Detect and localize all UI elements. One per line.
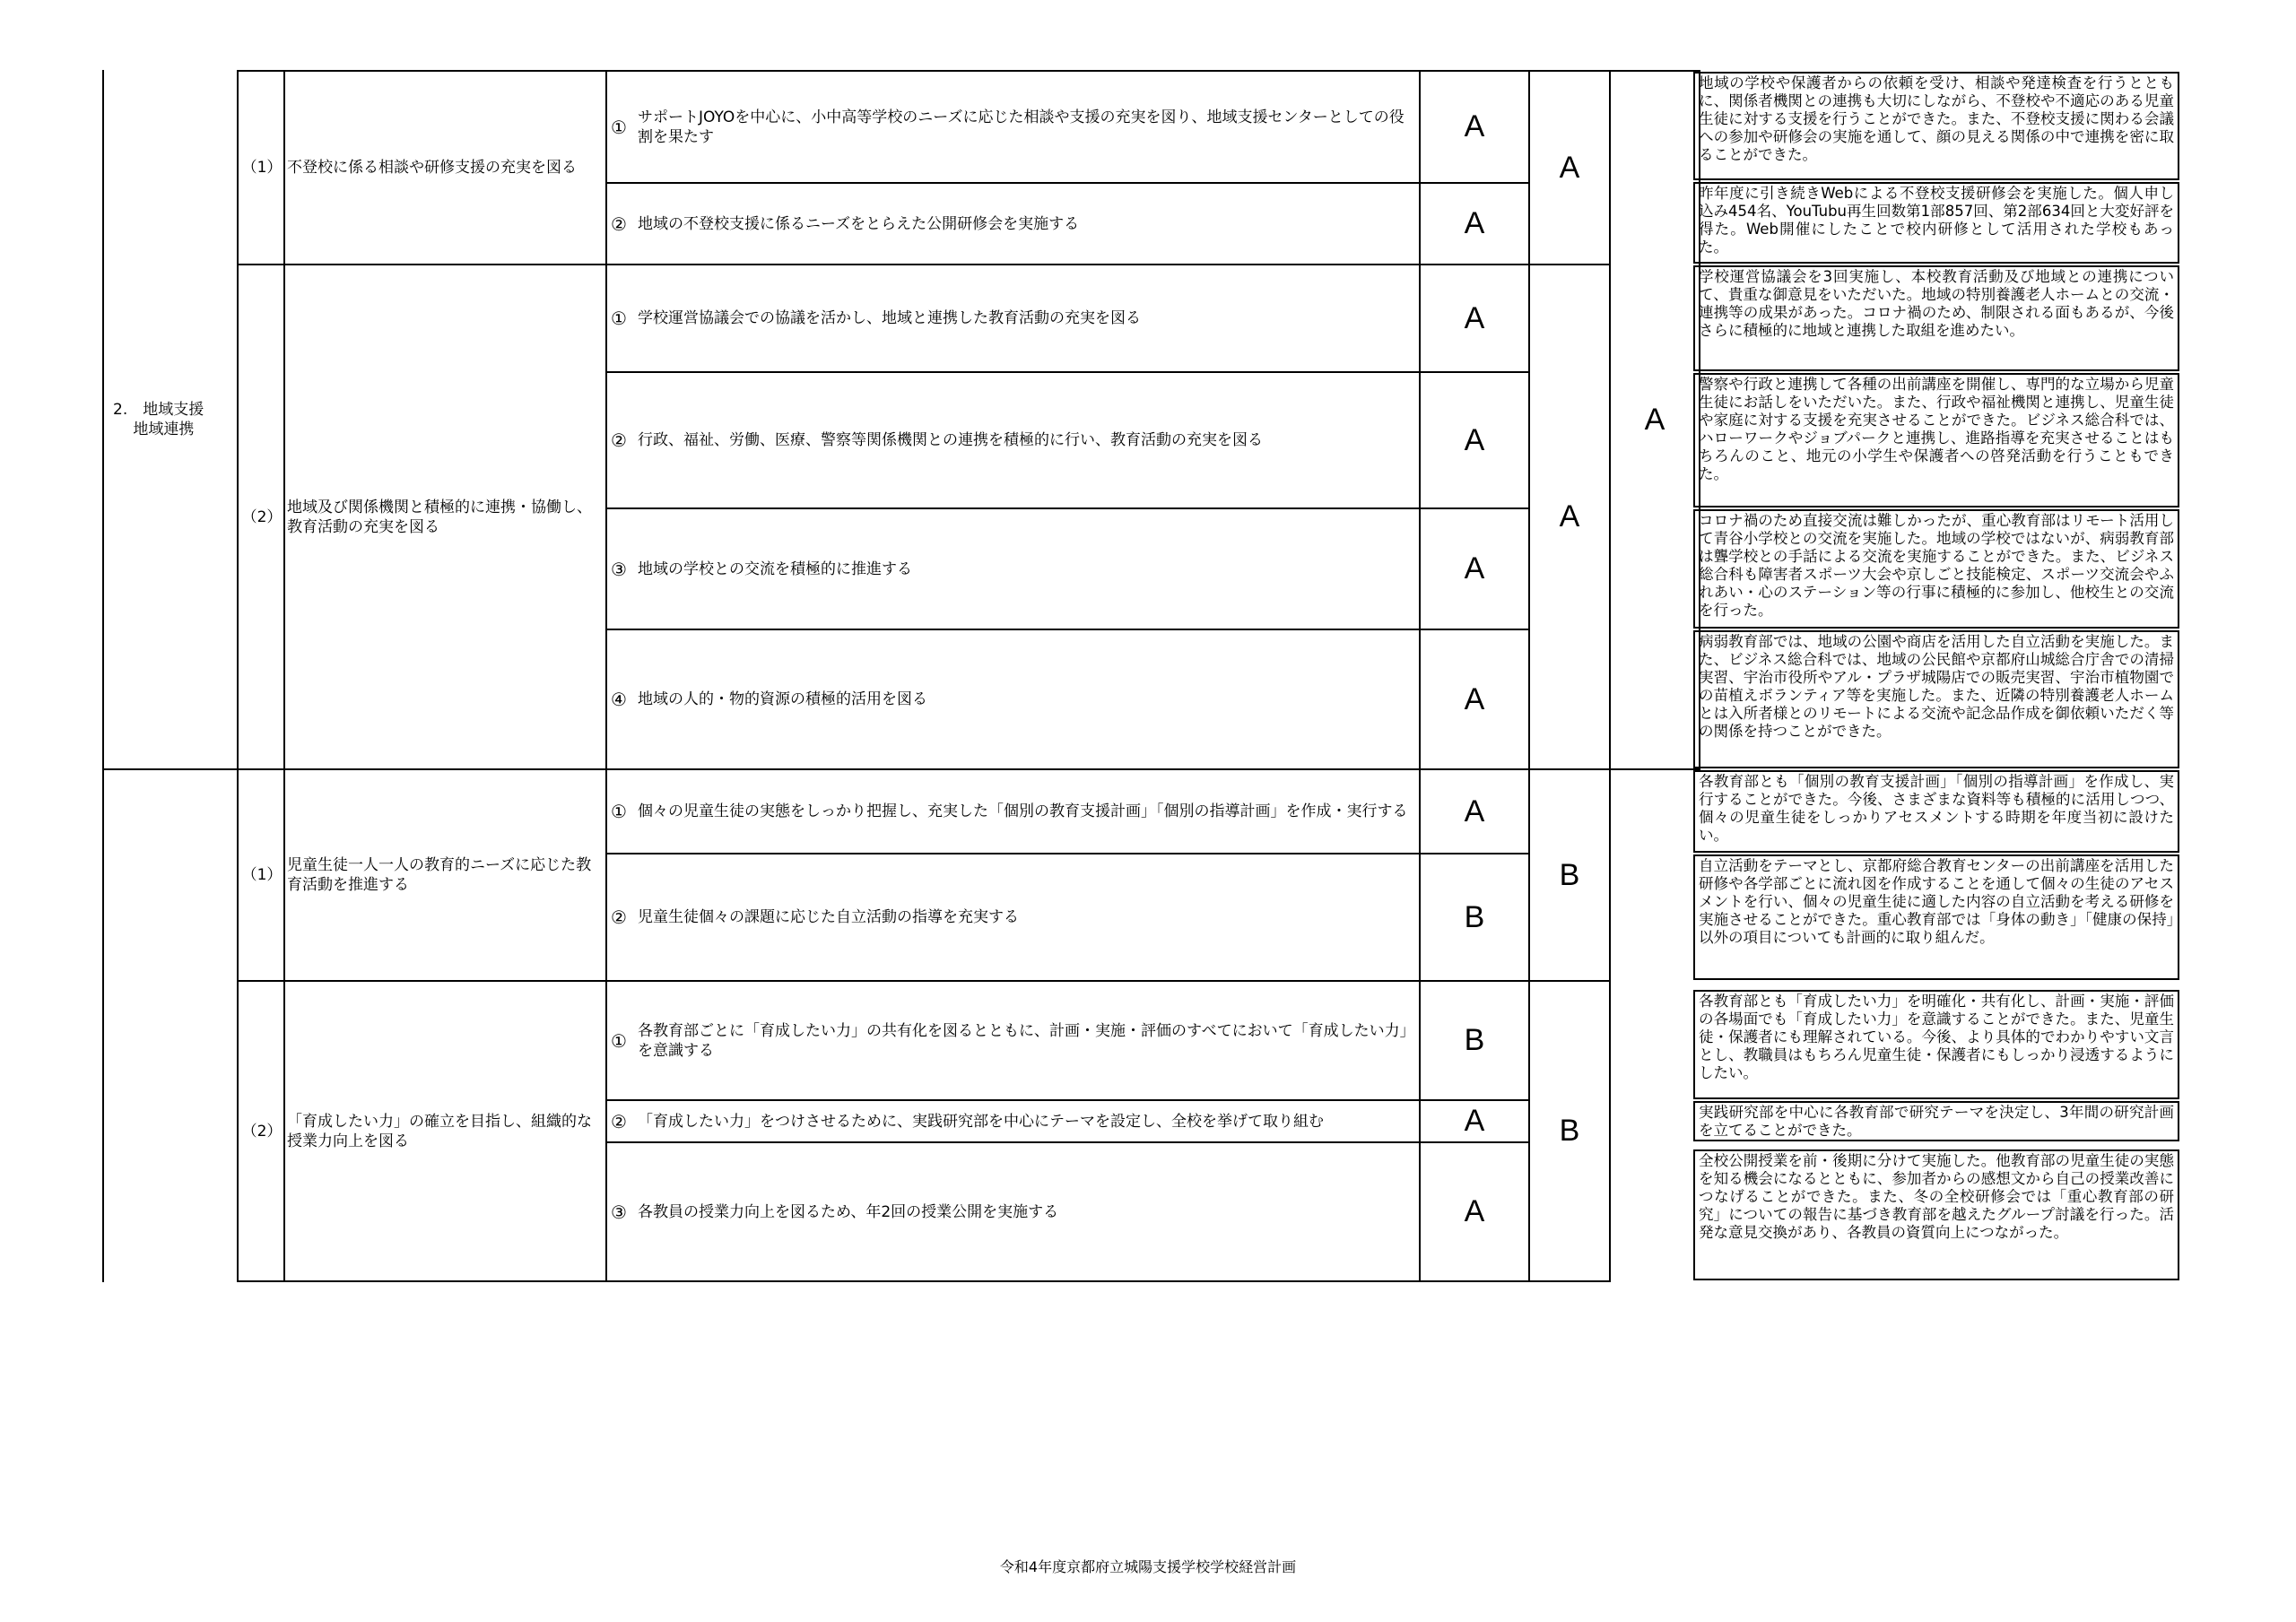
comment-box: 自立活動をテーマとし、京都府総合教育センターの出前講座を活用した研修や各学部ごとに流れ図を作成することを通して個々の生徒のアセスメントを行い、個々の児童生徒に適した内容の自立活動を考える研修を実施させることができた。重心教育部では「身体の動き」「健康の保持」以外の項目についても計画的に取り組んだ。 — [1693, 854, 2179, 980]
item-number: ① — [611, 116, 627, 138]
item-grade: A — [1464, 551, 1485, 585]
comment-box: 学校運営協議会を3回実施し、本校教育活動及び地域との連携について、貴重な御意見をいただいた。地域の特別養護老人ホームとの交流・連携等の成果があった。コロナ禍のため、制限される面もあるが、今後さらに積極的に地域と連携した取組を進めたい。 — [1693, 265, 2179, 371]
comment-box: 各教育部とも「個別の教育支援計画」「個別の指導計画」を作成し、実行することができた。今後、さまざまな資料等も積極的に活用しつつ、個々の児童生徒をしっかりアセスメントする時期を年度当初に設けたい。 — [1693, 770, 2179, 853]
sub-number: （2） — [241, 507, 283, 526]
comment-box: 病弱教育部では、地域の公園や商店を活用した自立活動を実施した。また、ビジネス総合科では、地域の公民館や京都府山城総合庁舎での清掃実習、宇治市役所やアル・プラザ城陽店での販売実習、宇治市植物園での苗植えボランティア等を実施した。また、近隣の特別養護老人ホームとは入所者様とのリモートによる交流や記念品作成を御依頼いただく等の関係を持つことができた。 — [1693, 630, 2179, 768]
item-text: 学校運営協議会での協議を活かし、地域と連携した教育活動の充実を図る — [638, 309, 1141, 327]
section-overall-grade: A — [1644, 403, 1665, 437]
sub-objective: 「育成したい力」の確立を目指し、組織的な授業力向上を図る — [287, 1112, 592, 1150]
sub-number: （2） — [241, 1122, 283, 1141]
item-grade: B — [1464, 899, 1485, 934]
item-number: ② — [611, 1110, 627, 1132]
comment-box: 地域の学校や保護者からの依頼を受け、相談や発達検査を行うとともに、関係者機関との連携も大切にしながら、不登校や不適応のある児童生徒に対する支援を行うことができた。また、不登校支援に関わる会議への参加や研修会の実施を通して、顔の見える関係の中で連携を密に取ることができた。 — [1693, 72, 2179, 180]
sub-objective: 不登校に係る相談や研修支援の充実を図る — [287, 159, 577, 177]
item-text: 行政、福祉、労働、医療、警察等関係機関との連携を積極的に行い、教育活動の充実を図る — [638, 431, 1263, 449]
item-grade: A — [1464, 794, 1485, 828]
item-text: 児童生徒個々の課題に応じた自立活動の指導を充実する — [638, 908, 1019, 926]
item-grade: B — [1464, 1023, 1485, 1057]
item-grade: A — [1464, 300, 1485, 335]
item-text: 地域の学校との交流を積極的に推進する — [638, 559, 912, 578]
item-number: ② — [611, 906, 627, 928]
item-text: 個々の児童生徒の実態をしっかり把握し、充実した「個別の教育支援計画」「個別の指導計画」を作成・実行する — [638, 802, 1408, 820]
plan-item — [607, 982, 1419, 1099]
plan-item — [607, 509, 1419, 629]
sub-evaluation: B — [1559, 857, 1580, 892]
item-grade: A — [1464, 109, 1485, 143]
comment-box: 実践研究部を中心に各教育部で研究テーマを決定し、3年間の研究計画を立てることができた。 — [1693, 1101, 2179, 1141]
sub-objective: 地域及び関係機関と積極的に連携・協働し、教育活動の充実を図る — [287, 498, 592, 536]
item-text: 地域の人的・物的資源の積極的活用を図る — [638, 690, 927, 708]
sub-evaluation: A — [1559, 499, 1580, 533]
item-text: 各教育部ごとに「育成したい力」の共有化を図るとともに、計画・実施・評価のすべてにおいて「育成したい力」を意識する — [638, 1021, 1408, 1060]
item-text: 地域の不登校支援に係るニーズをとらえた公開研修会を実施する — [638, 214, 1080, 233]
sub-evaluation: A — [1559, 150, 1580, 185]
item-text: 「育成したい力」をつけさせるために、実践研究部を中心にテーマを設定し、全校を挙げて取り組む — [638, 1112, 1324, 1131]
rule-bottom — [237, 1280, 1611, 1282]
item-number: ③ — [611, 558, 627, 580]
document-footer: 令和4年度京都府立城陽支援学校学校経営計画 — [999, 1558, 1297, 1575]
item-number: ④ — [611, 689, 627, 710]
item-grade: A — [1464, 1104, 1485, 1138]
item-number: ② — [611, 429, 627, 451]
rule-domain-left — [102, 70, 104, 1282]
rule-num-right — [283, 70, 285, 1282]
comment-box: 昨年度に引き続きWebによる不登校支援研修会を実施した。個人申し込み454名、YouTubu再生回数第1部857回、第2部634回と大変好評を得た。Web開催にしたことで校内研修として活用された学校もあった。 — [1693, 182, 2179, 264]
item-number: ① — [611, 801, 627, 822]
item-grade: A — [1464, 681, 1485, 716]
domain-label: 2. 地域支援 地域連携 — [113, 401, 204, 438]
sub-objective: 児童生徒一人一人の教育的ニーズに応じた教育活動を推進する — [287, 856, 592, 894]
plan-item — [607, 72, 1419, 182]
item-text: 各教員の授業力向上を図るため、年2回の授業公開を実施する — [638, 1202, 1059, 1221]
sub-number: （1） — [241, 159, 283, 177]
item-grade: A — [1464, 422, 1485, 457]
comment-box: 全校公開授業を前・後期に分けて実施した。他教育部の児童生徒の実態を知る機会になるとともに、参加者からの感想文から自己の授業改善につなげることができた。また、冬の全校研修会では「重心教育部の研究」についての報告に基づき教育部を越えたグループ討議を行った。活発な意見交換があり、各教員の資質向上につながった。 — [1693, 1149, 2179, 1280]
item-text: サポートJOYOを中心に、小中高等学校のニーズに応じた相談や支援の充実を図り、地域支援センターとしての役割を果たす — [638, 108, 1405, 146]
item-grade: A — [1464, 206, 1485, 240]
item-number: ③ — [611, 1201, 627, 1223]
plan-item — [607, 373, 1419, 507]
comment-box: 警察や行政と連携して各種の出前講座を開催し、専門的な立場から児童生徒にお話しをいただいた。また、行政や福祉機関と連携し、児童生徒や家庭に対する支援を充実させることができた。ビジネス総合科では、ハローワークやジョブパークと連携し、進路指導を充実させることはもちろんのこと、地元の小学生や保護者への啓発活動を行うこともできた。 — [1693, 373, 2179, 507]
item-number: ① — [611, 308, 627, 329]
item-number: ① — [611, 1029, 627, 1052]
sub-number: （1） — [241, 866, 283, 884]
plan-item — [607, 265, 1419, 371]
sub-evaluation: B — [1559, 1114, 1580, 1148]
comment-box: 各教育部とも「育成したい力」を明確化・共有化し、計画・実施・評価の各場面でも「育成したい力」を意識することができた。また、児童生徒・保護者にも理解されている。今後、より具体的でわかりやすい文言とし、教職員はもちろん児童生徒・保護者にもしっかり浸透するようにしたい。 — [1693, 990, 2179, 1099]
comment-box: コロナ禍のため直接交流は難しかったが、重心教育部はリモート活用して青谷小学校との交流を実施した。地域の学校ではないが、病弱教育部は聾学校との手話による交流を実施することができた。また、ビジネス総合科も障害者スポーツ大会や京しごと技能検定、スポーツ交流会やふれあい・心のステーション等の行事に積極的に参加し、他校生との交流を行った。 — [1693, 509, 2179, 629]
item-number: ② — [611, 213, 627, 235]
item-grade: A — [1464, 1194, 1485, 1228]
plan-item — [607, 1101, 1419, 1141]
plan-item — [607, 630, 1419, 768]
plan-item — [607, 1143, 1419, 1280]
plan-item — [607, 184, 1419, 264]
plan-item — [607, 854, 1419, 980]
rule-num-left — [237, 70, 239, 1282]
plan-item — [607, 770, 1419, 853]
